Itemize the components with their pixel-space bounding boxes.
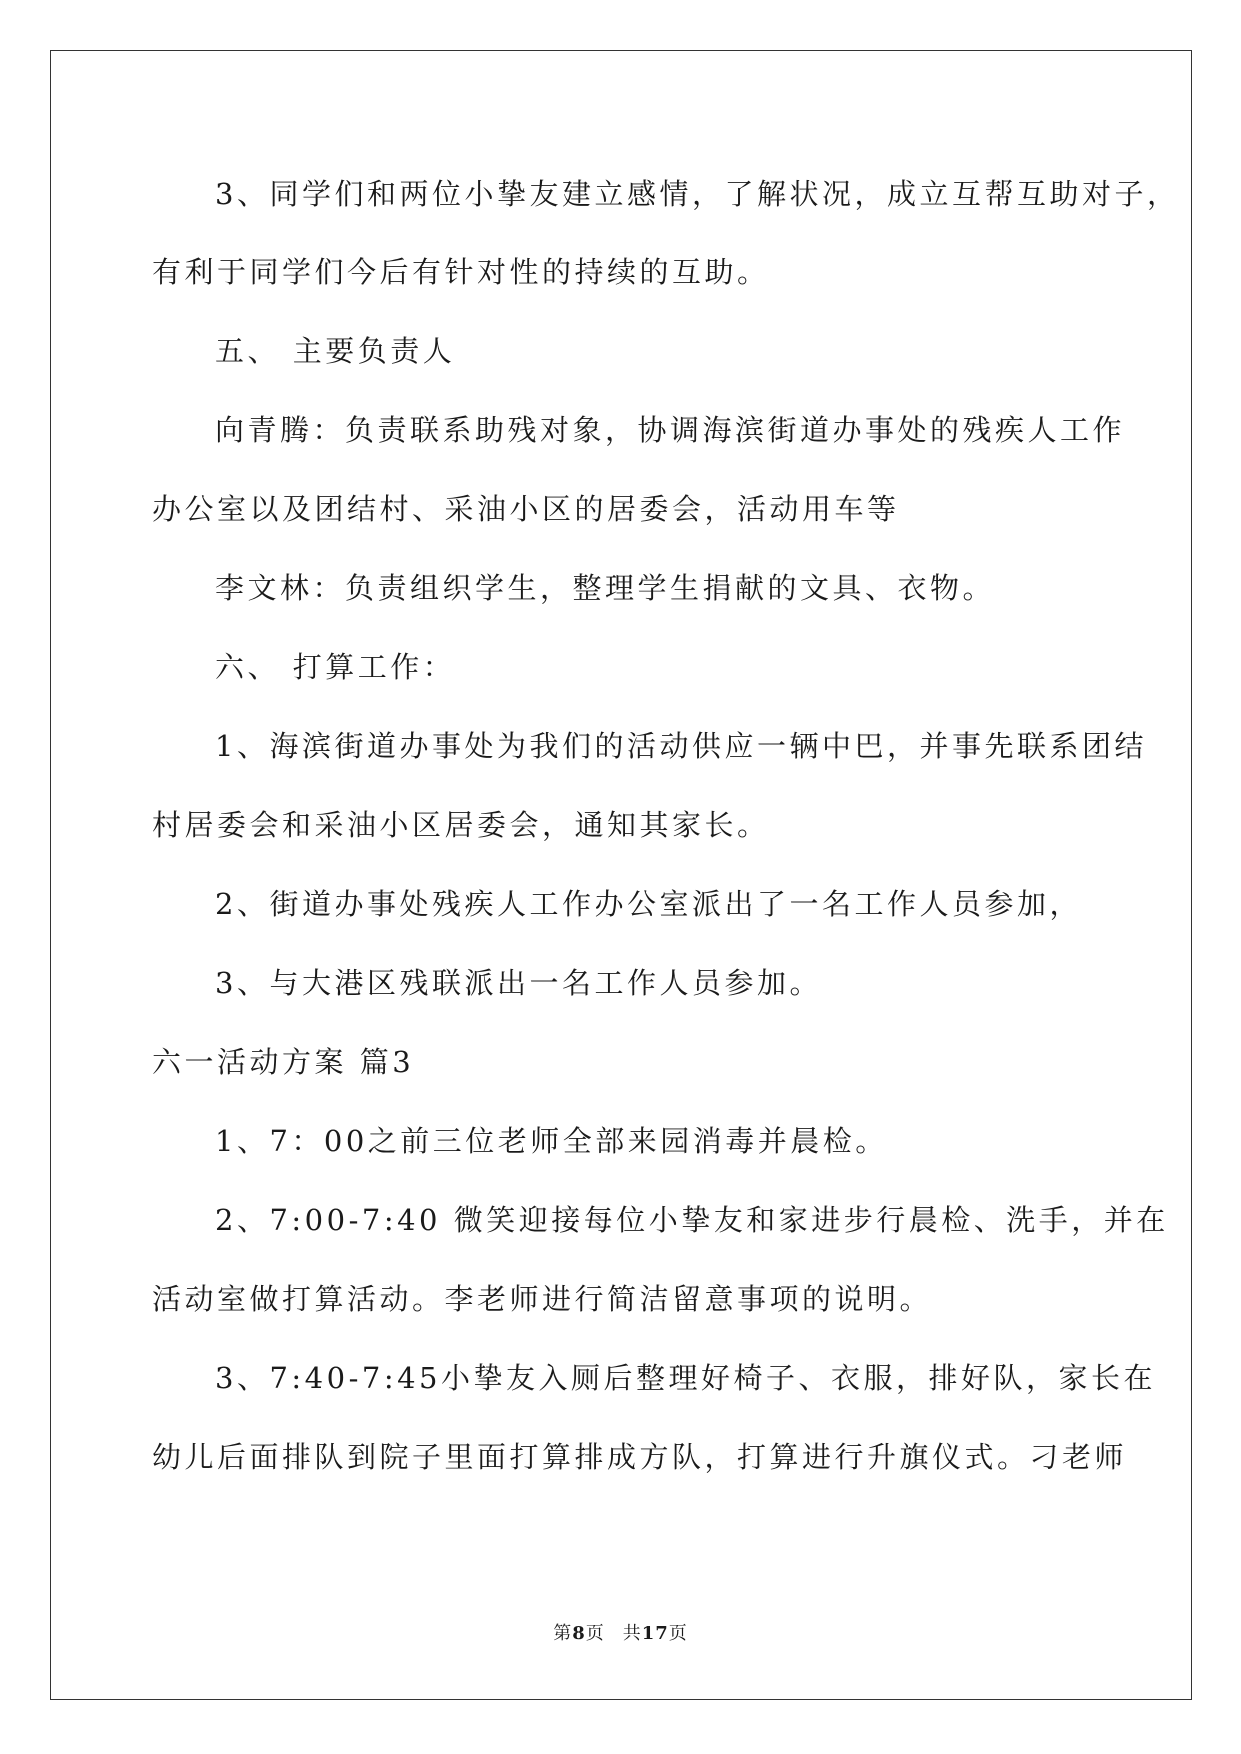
paragraph-line: 3、同学们和两位小挚友建立感情，了解状况，成立互帮互助对子， bbox=[215, 177, 1180, 211]
paragraph-line: 向青腾：负责联系助残对象，协调海滨街道办事处的残疾人工作 bbox=[215, 413, 1126, 447]
paragraph-line: 1、7：00之前三位老师全部来园消毒并晨检。 bbox=[215, 1124, 888, 1158]
paragraph-line: 李文林：负责组织学生，整理学生捐献的文具、衣物。 bbox=[215, 571, 996, 605]
section-heading: 六、 打算工作： bbox=[215, 650, 456, 684]
total-suffix: 页 bbox=[668, 1623, 688, 1644]
paragraph-line: 活动室做打算活动。李老师进行简洁留意事项的说明。 bbox=[152, 1282, 933, 1316]
page-footer bbox=[0, 1622, 1241, 1646]
article-title: 六一活动方案 篇3 bbox=[152, 1045, 415, 1079]
page-prefix: 第 bbox=[553, 1623, 573, 1644]
paragraph-line: 1、海滨街道办事处为我们的活动供应一辆中巴，并事先联系团结 bbox=[215, 729, 1147, 763]
paragraph-line: 2、7:00-7:40 微笑迎接每位小挚友和家进步行晨检、洗手，并在 bbox=[215, 1203, 1169, 1237]
section-heading: 五、 主要负责人 bbox=[215, 334, 456, 368]
page-number: 8 bbox=[572, 1623, 586, 1644]
total-pages: 17 bbox=[641, 1623, 669, 1644]
paragraph-line: 3、7:40-7:45小挚友入厕后整理好椅子、衣服，排好队，家长在 bbox=[215, 1361, 1156, 1395]
page-suffix: 页 bbox=[585, 1623, 605, 1644]
paragraph-line: 3、与大港区残联派出一名工作人员参加。 bbox=[215, 966, 822, 1000]
paragraph-line: 有利于同学们今后有针对性的持续的互助。 bbox=[152, 255, 770, 289]
paragraph-line: 办公室以及团结村、采油小区的居委会，活动用车等 bbox=[152, 492, 900, 526]
total-prefix: 共 bbox=[622, 1623, 642, 1644]
paragraph-line: 2、街道办事处残疾人工作办公室派出了一名工作人员参加， bbox=[215, 887, 1082, 921]
paragraph-line: 村居委会和采油小区居委会，通知其家长。 bbox=[152, 808, 770, 842]
paragraph-line: 幼儿后面排队到院子里面打算排成方队，打算进行升旗仪式。刁老师 bbox=[152, 1440, 1128, 1474]
